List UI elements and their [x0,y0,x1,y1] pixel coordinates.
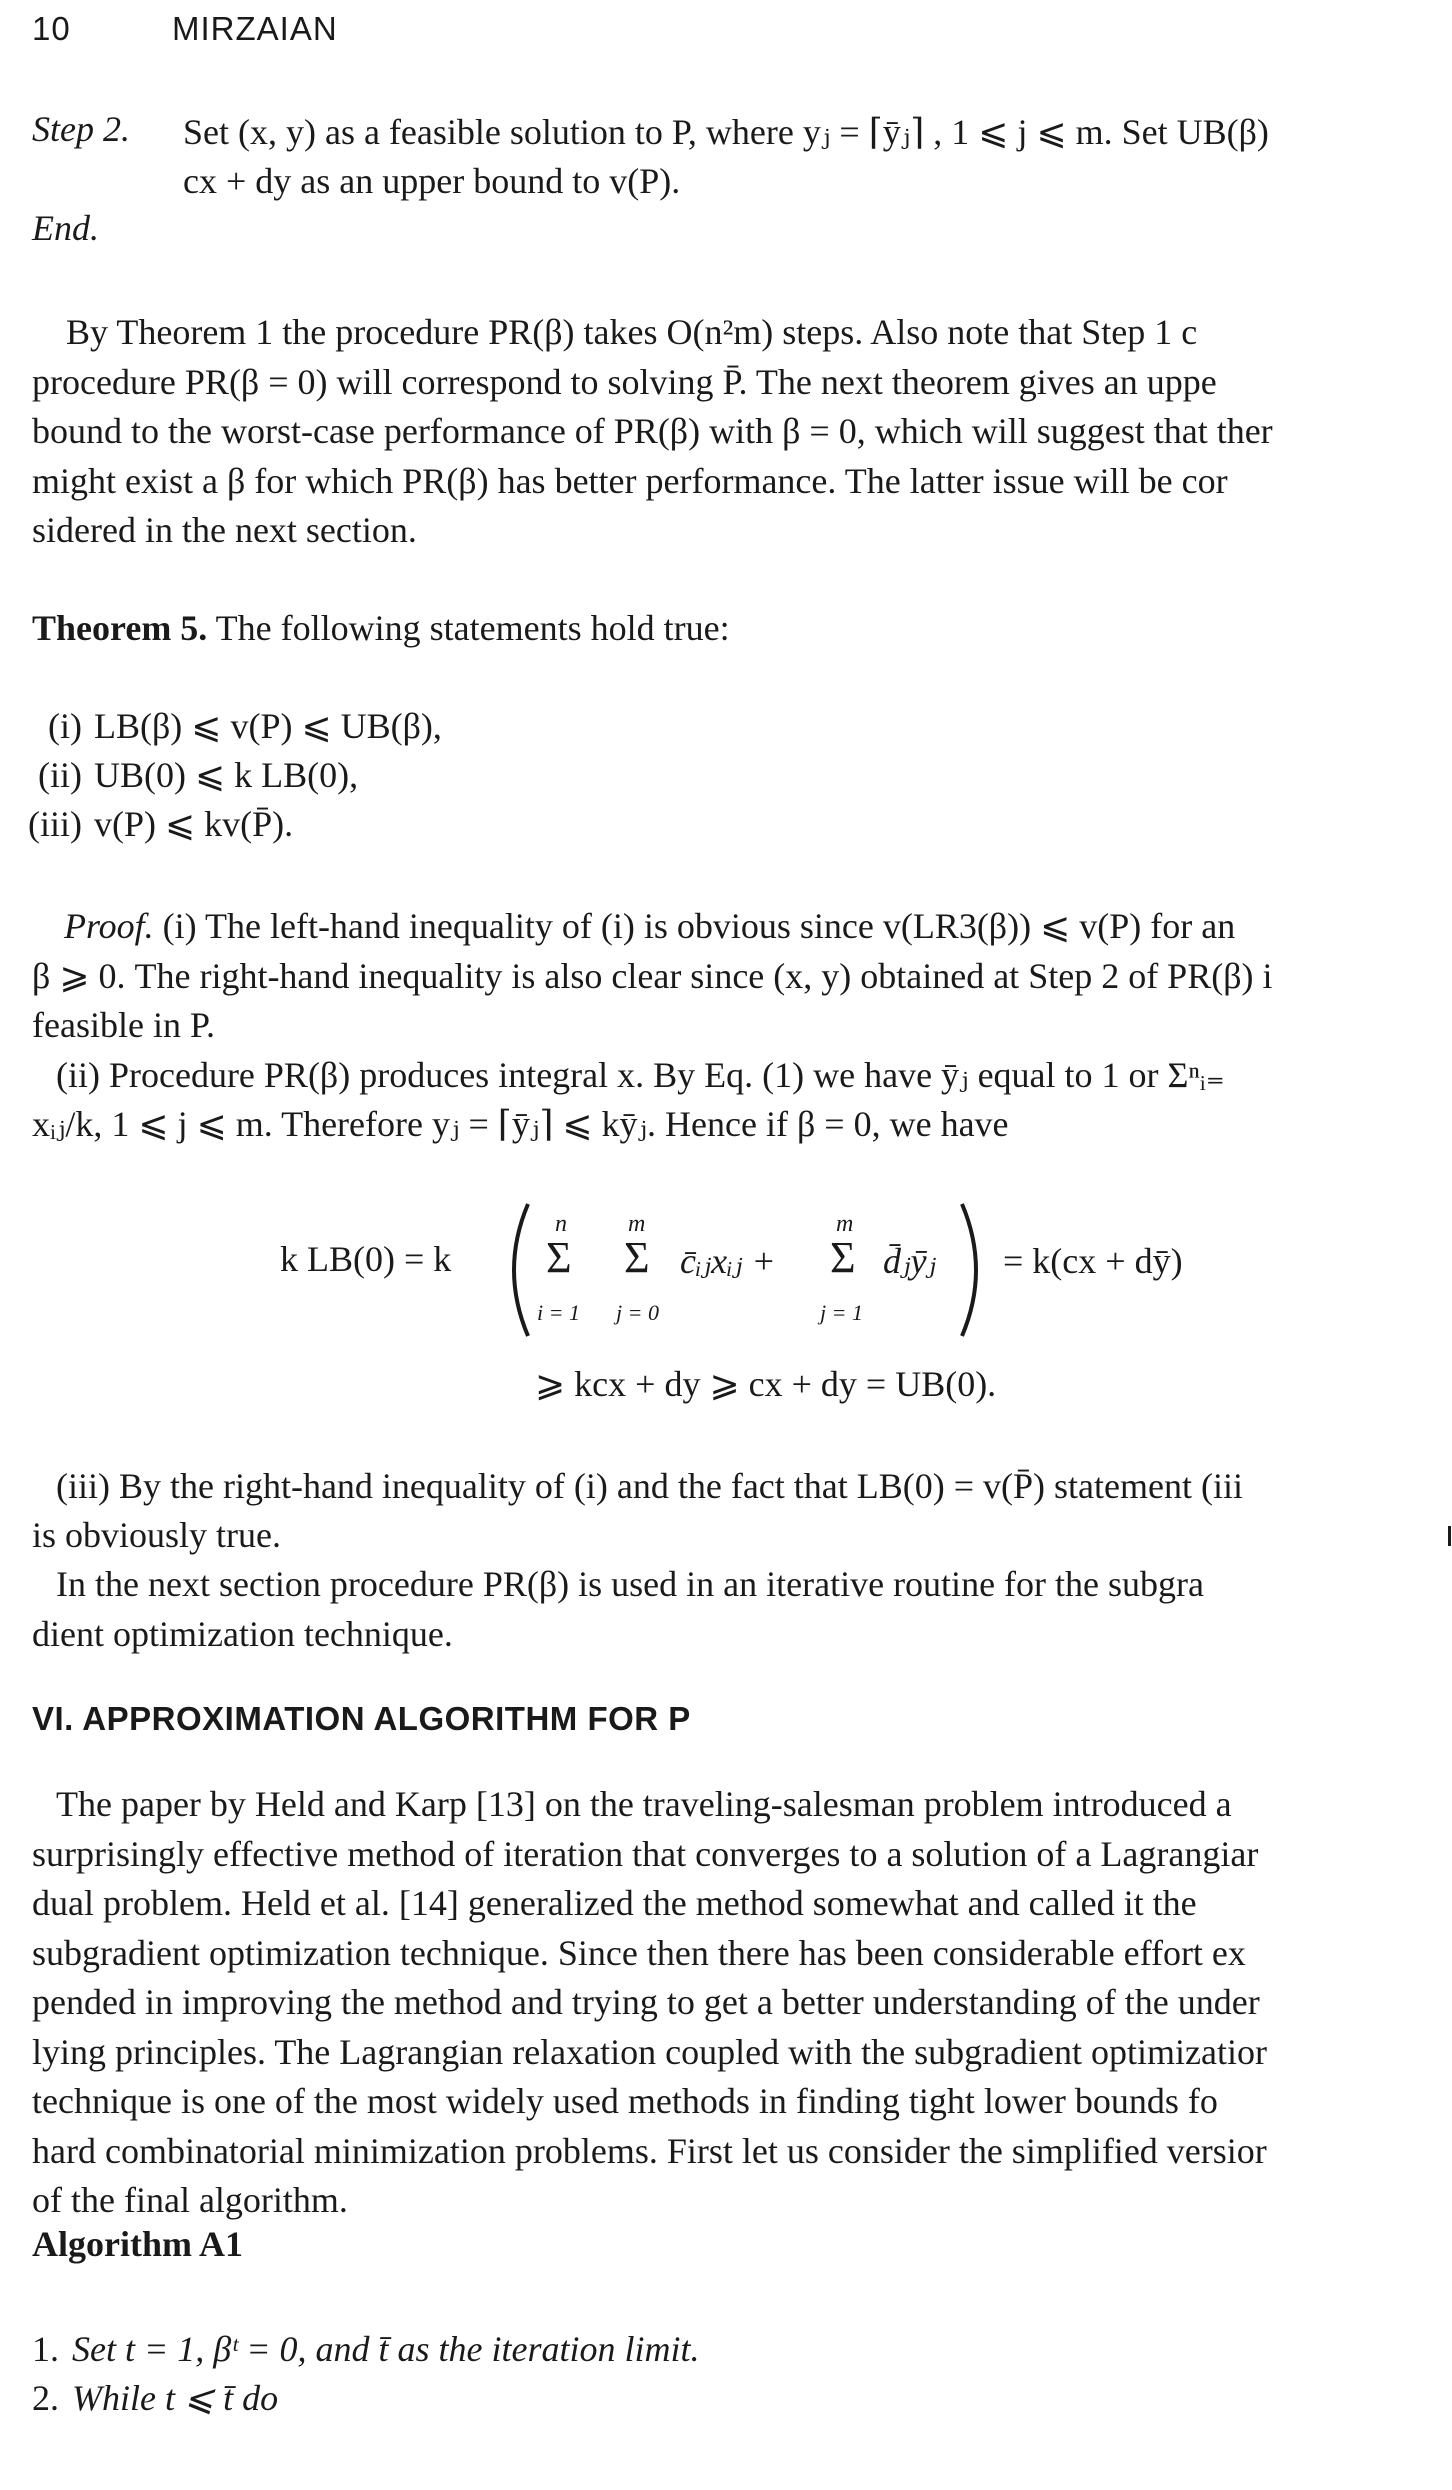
sum1-upper: n [555,1211,567,1237]
step-number: 1. [32,2329,59,2369]
para3-line: technique is one of the most widely used methods in finding tight lower bounds fo [32,2081,1218,2121]
proof-label: Proof. [64,906,154,946]
equation-term1: c̄ᵢⱼxᵢⱼ + [680,1241,776,1281]
proof-line [32,902,1452,952]
theorem5-intro: The following statements hold true: [215,608,730,648]
item-text: LB(β) ⩽ v(P) ⩽ UB(β), [94,706,442,746]
running-title: MIRZAIAN [172,10,338,47]
proof-line: β ⩾ 0. The right-hand inequality is also clear since (x, y) obtained at Step 2 of PR(β) i [32,956,1273,996]
theorem5-item [0,751,358,800]
proof-end-line: is obviously true. [32,1515,281,1555]
right-paren [956,1200,992,1340]
qed-mark [1448,1526,1451,1546]
para1-line: sidered in the next section. [32,510,417,550]
theorem5-item [0,702,442,751]
algorithm-step [32,2377,278,2419]
algorithm-title: Algorithm A1 [32,2224,243,2264]
para3-line: subgradient optimization technique. Since then there has been considerable effort ex [32,1933,1246,1973]
algorithm-step [32,2328,700,2370]
step2-line1: Set (x, y) as a feasible solution to P, where yⱼ = ⌈ȳⱼ⌉ , 1 ⩽ j ⩽ m. Set UB(β) [183,112,1269,152]
equation-lhs: k LB(0) = k [280,1239,452,1279]
sum2-sigma: Σ [624,1233,650,1282]
proof-line: feasible in P. [32,1005,215,1045]
theorem5-item [0,800,293,849]
proof-text: (i) The left-hand inequality of (i) is obvious since v(LR3(β)) ⩽ v(P) for an [162,906,1236,946]
page-header [32,10,338,48]
item-text: v(P) ⩽ kv(P̄). [94,804,294,844]
para2-line: dient optimization technique. [32,1614,453,1654]
equation-term2: d̄ⱼȳⱼ [883,1241,936,1281]
sum3-lower: j = 1 [820,1300,863,1325]
item-text: UB(0) ⩽ k LB(0), [94,755,359,795]
item-number: (ii) [38,755,82,795]
sum3-upper: m [836,1211,854,1237]
step2-label: Step 2. [32,109,130,149]
sum1-lower: i = 1 [537,1300,580,1325]
proof-end-line: (iii) By the right-hand inequality of (i) and the fact that LB(0) = v(P̄) statement (iii [56,1466,1243,1506]
sum3-sigma: Σ [830,1233,856,1282]
para3-line: surprisingly effective method of iteration that converges to a solution of a Lagrangiar [32,1834,1259,1874]
theorem5-title: Theorem 5. [32,608,208,648]
para3-line: dual problem. Held et al. [14] generalized the method somewhat and called it the [32,1883,1197,1923]
item-number: (iii) [28,804,82,844]
para3-line: of the final algorithm. [32,2180,348,2220]
item-number: (i) [48,706,82,746]
step-number: 2. [32,2378,59,2418]
left-paren [498,1200,534,1340]
sum2-lower: j = 0 [616,1300,659,1325]
para2-line: In the next section procedure PR(β) is used in an iterative routine for the subgra [56,1564,1204,1604]
step-text: While t ⩽ t̄ do [72,2378,279,2418]
proof-line: (ii) Procedure PR(β) produces integral x. By Eq. (1) we have ȳⱼ equal to 1 or Σⁿᵢ₌ [56,1055,1225,1095]
theorem5 [32,604,1452,654]
para1-line: By Theorem 1 the procedure PR(β) takes O(n²m) steps. Also note that Step 1 c [66,312,1198,352]
para1-line: bound to the worst-case performance of PR(β) with β = 0, which will suggest that ther [32,411,1273,451]
para3-line: hard combinatorial minimization problems. First let us consider the simplified versior [32,2131,1267,2171]
proof-line: xᵢⱼ/k, 1 ⩽ j ⩽ m. Therefore yⱼ = ⌈ȳⱼ⌉ ⩽ kȳⱼ. Hence if β = 0, we have [32,1104,1009,1144]
step-text: Set t = 1, βᵗ = 0, and t̄ as the iteration limit. [72,2329,700,2369]
para3-line: The paper by Held and Karp [13] on the traveling-salesman problem introduced a [56,1784,1232,1824]
step2-end: End. [32,208,99,248]
sum2-upper: m [628,1211,646,1237]
para3-line: pended in improving the method and trying to get a better understanding of the under [32,1982,1260,2022]
section-heading: VI. APPROXIMATION ALGORITHM FOR P [32,1700,691,1737]
equation-line2: ⩾ kcx + dy ⩾ cx + dy = UB(0). [535,1364,997,1404]
step2-line2: cx + dy as an upper bound to v(P). [183,161,681,201]
equation-rhs: = k(cx + dȳ) [1003,1241,1183,1281]
para1-line: might exist a β for which PR(β) has better performance. The latter issue will be cor [32,461,1228,501]
para3-line: lying principles. The Lagrangian relaxation coupled with the subgradient optimizatior [32,2032,1267,2072]
sum1-sigma: Σ [546,1233,572,1282]
page-number: 10 [32,10,71,47]
para1-line: procedure PR(β = 0) will correspond to solving P̄. The next theorem gives an uppe [32,362,1217,402]
